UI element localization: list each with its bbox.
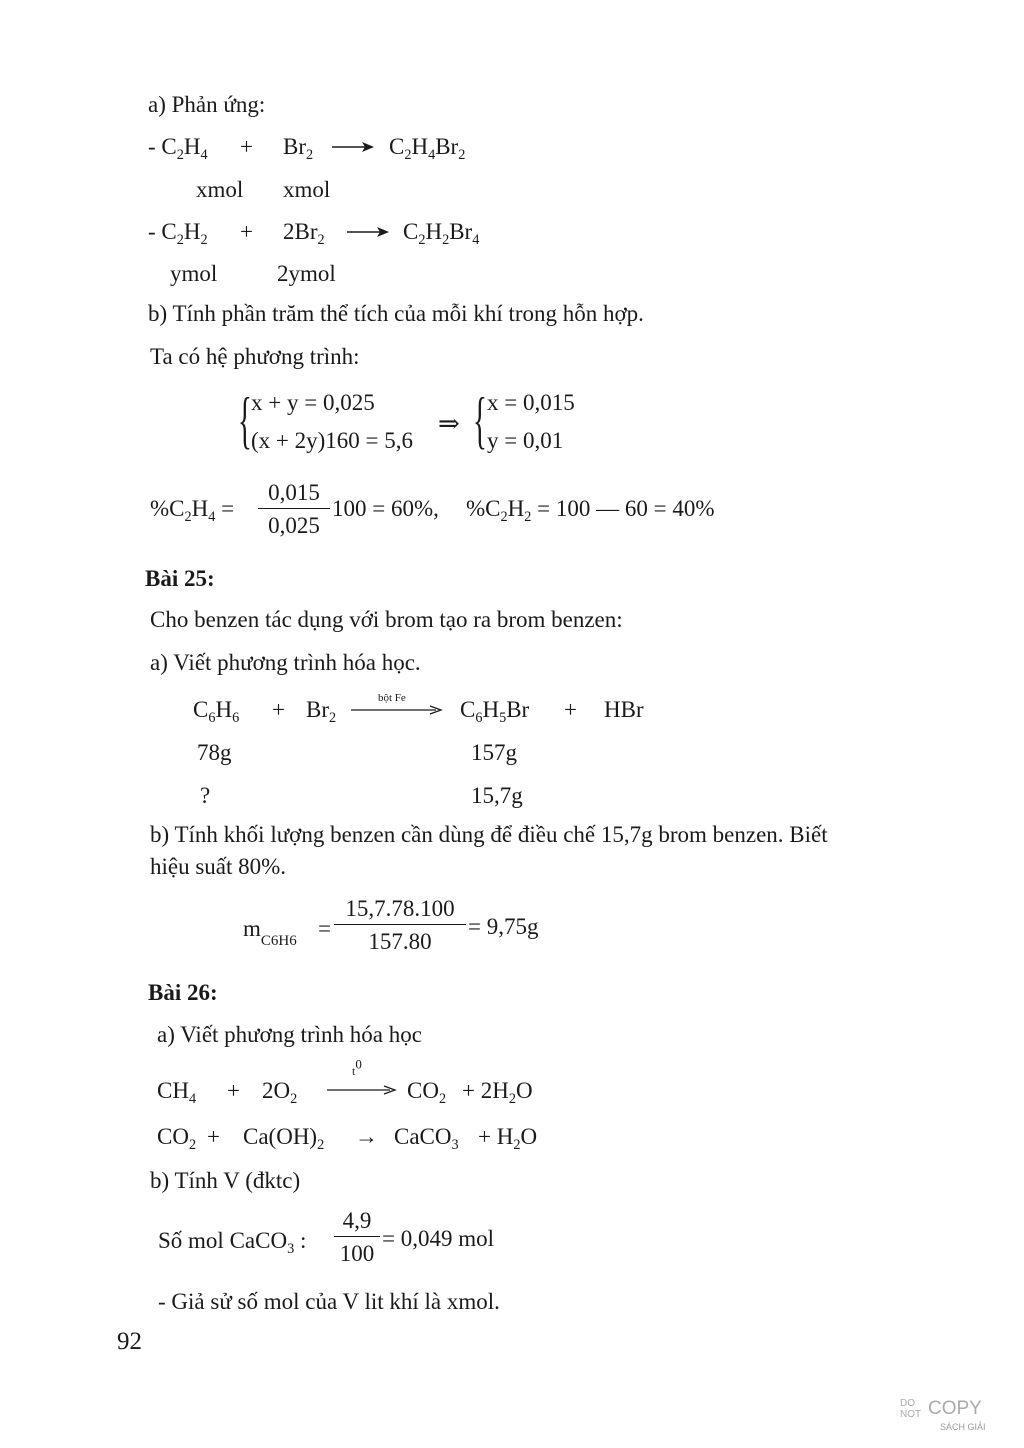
- fraction: $\frac{0,015}{0,025}$: [258, 480, 330, 539]
- catalyst-label: bột Fe: [378, 692, 406, 704]
- percent-result: 100 = 60%,: [332, 496, 439, 521]
- reaction-arrow: [350, 704, 444, 716]
- right-brace: {: [473, 384, 487, 455]
- bai-26-part-a: a) Viết phương trình hóa học: [157, 1022, 422, 1047]
- product-c2h4br2: $C_2H_4Br_2$: [389, 134, 466, 163]
- reactant-br2: $Br_2$: [283, 134, 314, 163]
- reaction-2: - $C_2H_2$: [148, 219, 208, 248]
- methane-formula: $CH_4$: [157, 1078, 197, 1107]
- plus-sign: +: [240, 219, 253, 244]
- calcium-hydroxide-formula: $Ca(OH)_2$: [243, 1124, 325, 1153]
- fraction: $\frac{4,9}{100}$: [334, 1208, 380, 1267]
- mass-15-7g: 15,7g: [471, 783, 523, 808]
- assumption-line: - Giả sử số mol của V lit khí là xmol.: [158, 1289, 500, 1314]
- bai-25-title: Bài 25:: [145, 566, 215, 591]
- bai-25-intro: Cho benzen tác dụng với brom tạo ra brom benzen:: [150, 607, 623, 632]
- fraction: $\frac{15,7.78.100}{157.80}$: [334, 896, 466, 955]
- caco3-formula: CaCO$_3$: [394, 1124, 459, 1153]
- unknown-mass: ?: [200, 783, 211, 808]
- equation-1: x + y = 0,025: [251, 390, 375, 415]
- mol-right: 2ymol: [277, 261, 336, 286]
- plus-sign: +: [207, 1124, 220, 1149]
- reactant-2br2: $2Br_2$: [283, 219, 325, 248]
- co2-formula: $CO_2$: [157, 1124, 197, 1153]
- product-c2h2br4: $C_2H_2Br_4$: [403, 219, 480, 248]
- mol-left: xmol: [196, 177, 244, 202]
- bai-26-title: Bài 26:: [148, 980, 218, 1005]
- equation-2: (x + 2y)160 = 5,6: [251, 428, 414, 453]
- page-number: 92: [117, 1328, 142, 1355]
- percent-c2h2: $\%C_2H_2 = 100$ — 60 = 40%: [466, 496, 715, 525]
- plus-sign: +: [240, 134, 253, 159]
- bai-25-part-a: a) Viết phương trình hóa học.: [150, 650, 421, 675]
- reaction-1: - $C_2H_4$: [148, 134, 208, 163]
- implies-symbol: ⇒: [438, 409, 460, 438]
- co2-formula: $CO_2$: [407, 1078, 447, 1107]
- hbr-formula: HBr: [604, 697, 644, 722]
- solution-y: y = 0,01: [487, 428, 564, 453]
- mass-benzene-label: $m_{C6H6}$: [243, 916, 297, 949]
- condition-label: $t^0$: [352, 1056, 362, 1078]
- mol-result: = 0,049 mol: [382, 1226, 495, 1251]
- water-formula: + $2H_2O$: [462, 1078, 533, 1107]
- copyright-watermark: DO NOT COPY SÁCH GIẢI: [900, 1398, 986, 1432]
- bromine-formula: $Br_2$: [306, 697, 337, 726]
- reaction-arrow: [345, 225, 390, 239]
- plus-sign: +: [564, 697, 577, 722]
- solution-x: x = 0,015: [487, 390, 575, 415]
- plus-sign: +: [272, 697, 285, 722]
- mass-78g: 78g: [197, 740, 232, 765]
- left-brace: {: [238, 384, 252, 455]
- mol-left: ymol: [170, 261, 218, 286]
- mass-157g: 157g: [471, 740, 517, 765]
- system-intro: Ta có hệ phương trình:: [150, 344, 360, 369]
- part-a-title: a) Phản ứng:: [148, 92, 266, 117]
- plus-sign: +: [227, 1078, 240, 1103]
- equals-sign: =: [318, 916, 331, 941]
- benzene-formula: $C_6H_6$: [193, 697, 240, 726]
- oxygen-formula: $2O_2$: [262, 1078, 298, 1107]
- reaction-arrow: [330, 140, 375, 154]
- bai-25-part-b-line-1: b) Tính khối lượng benzen cần dùng để điều chế 15,7g brom benzen. Biết: [150, 822, 828, 847]
- reaction-arrow: [326, 1084, 398, 1096]
- caco3-mol-label: Số mol CaCO$_3$ :: [158, 1228, 307, 1257]
- bromobenzene-formula: $C_6H_5Br$: [460, 697, 530, 726]
- bai-25-part-b-line-2: hiệu suất 80%.: [150, 854, 287, 879]
- reaction-arrow: →: [355, 1124, 378, 1149]
- part-b-title: b) Tính phần trăm thể tích của mỗi khí trong hỗn hợp.: [148, 301, 644, 326]
- mol-right: xmol: [283, 177, 331, 202]
- water-formula: + $H_2O$: [478, 1124, 538, 1153]
- mass-result: = 9,75g: [468, 914, 539, 939]
- percent-c2h4-label: $\%C_2H_4$ =: [150, 496, 235, 525]
- bai-26-part-b: b) Tính V (đktc): [150, 1168, 301, 1193]
